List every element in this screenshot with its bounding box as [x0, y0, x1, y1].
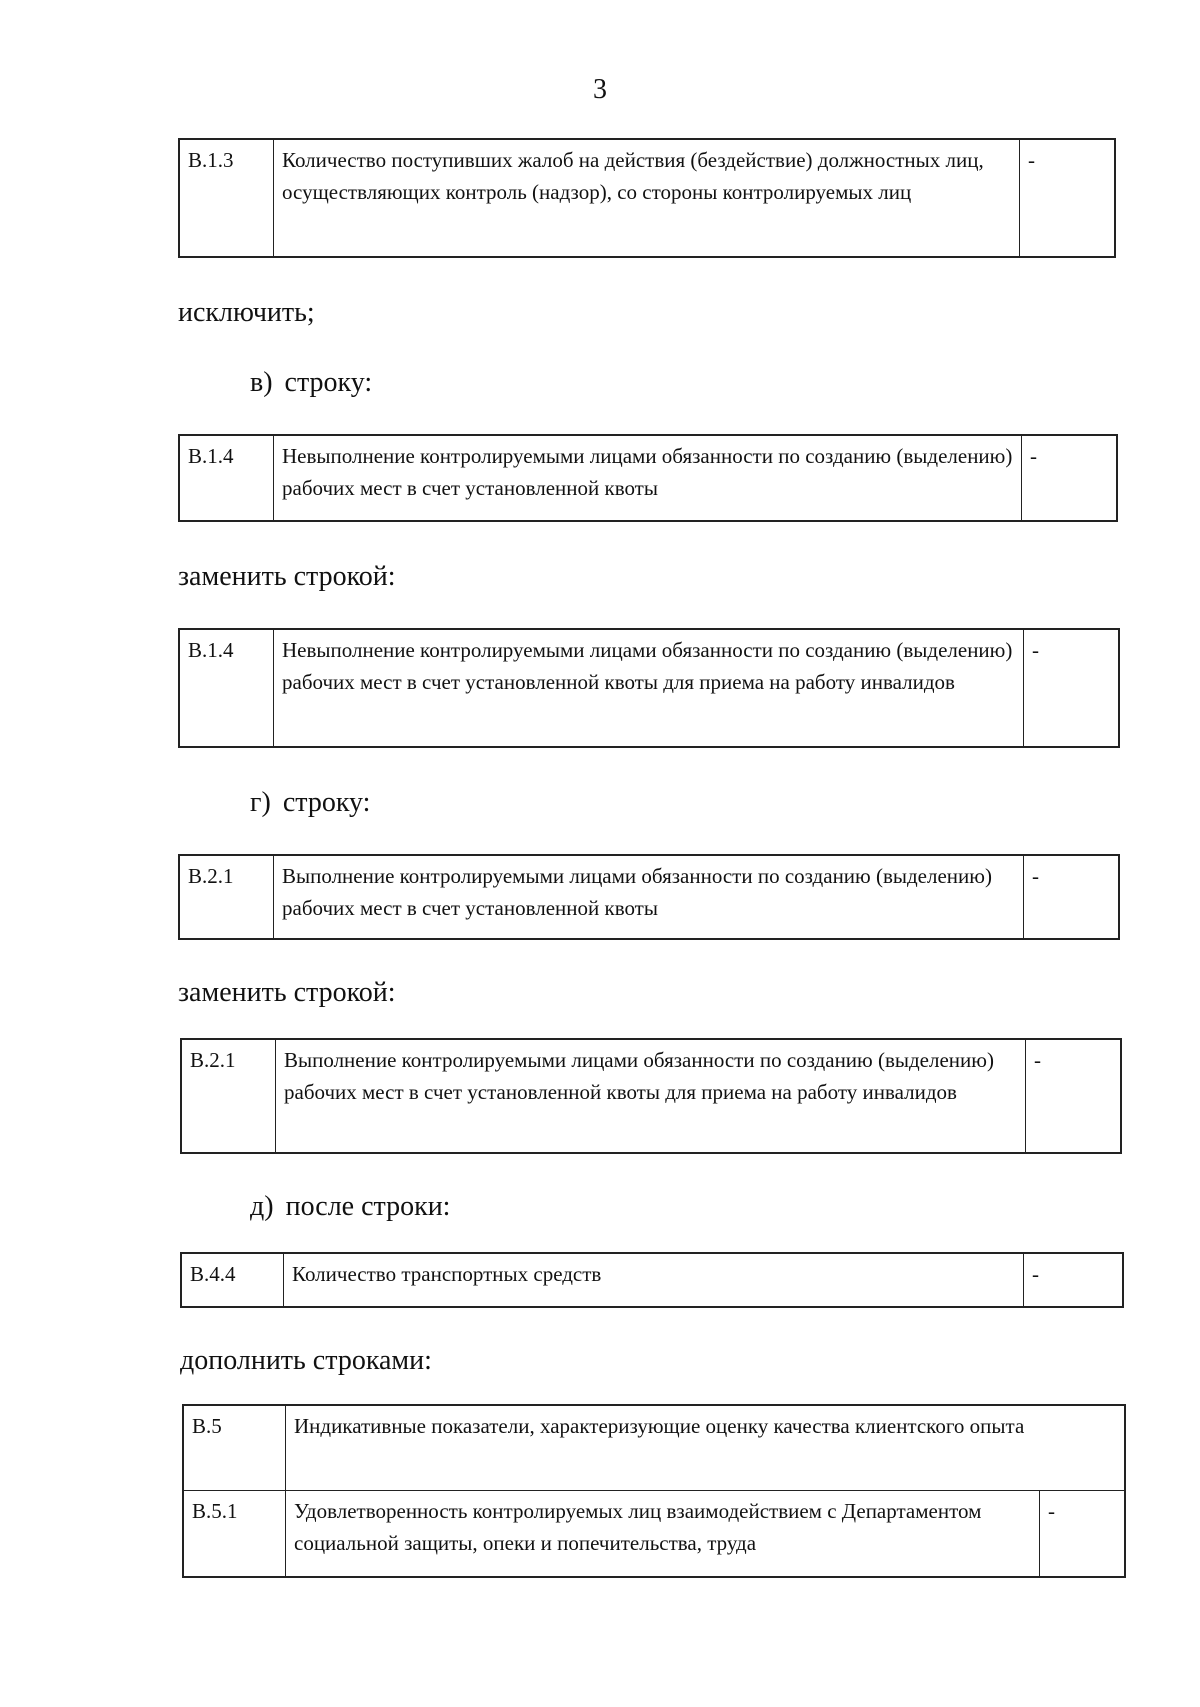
paragraph-text: исключить;	[178, 297, 315, 328]
paragraph-marker: г)	[250, 787, 271, 818]
table-group-b5	[182, 1404, 1126, 1578]
row-code: В.5.1	[184, 1491, 286, 1576]
table-row-b44	[180, 1252, 1124, 1308]
paragraph-text: строку:	[282, 787, 371, 818]
row-text: Количество поступивших жалоб на действия (бездействие) должностных лиц, осуществляющих контроль (надзор), со стороны контролируемых лиц	[274, 140, 1020, 256]
table-row-b14-new	[178, 628, 1120, 748]
paragraph-exclude	[178, 296, 315, 330]
paragraph-marker: в)	[250, 367, 273, 398]
paragraph-text: после строки:	[285, 1191, 451, 1222]
row-code: В.5	[184, 1406, 286, 1490]
table-row-b21-new	[180, 1038, 1122, 1154]
table-row-b14-old	[178, 434, 1118, 522]
row-text: Индикативные показатели, характеризующие оценку качества клиентского опыта	[294, 1414, 1025, 1438]
table-row-b21-old	[178, 854, 1120, 940]
row-value: -	[1048, 1499, 1055, 1523]
row-text: Количество транспортных средств	[284, 1254, 1024, 1306]
row-value: -	[1032, 864, 1039, 888]
page-number: 3	[593, 74, 607, 105]
row-value: -	[1028, 148, 1035, 172]
table-row-b5	[184, 1406, 1124, 1490]
paragraph-text: дополнить строками:	[180, 1345, 432, 1376]
row-text: Выполнение контролируемыми лицами обязанности по созданию (выделению) рабочих мест в счет установленной квоты	[274, 856, 1024, 938]
row-value: -	[1032, 1262, 1039, 1286]
table-row-b13	[178, 138, 1116, 258]
row-text: Невыполнение контролируемыми лицами обязанности по созданию (выделению) рабочих мест в счет установленной квоты	[274, 436, 1022, 520]
paragraph-text: заменить строкой:	[178, 561, 396, 592]
row-code: В.1.4	[180, 436, 274, 520]
paragraph-text: заменить строкой:	[178, 977, 396, 1008]
row-code: В.4.4	[182, 1254, 284, 1306]
paragraph-item-g	[250, 786, 370, 820]
paragraph-item-d	[250, 1190, 450, 1224]
row-code: В.1.3	[180, 140, 274, 256]
row-code: В.1.4	[180, 630, 274, 746]
row-text: Удовлетворенность контролируемых лиц взаимодействием с Департаментом социальной защиты, опеки и попечительства, труда	[286, 1491, 1040, 1576]
table-row-b51	[184, 1490, 1124, 1576]
row-value: -	[1034, 1048, 1041, 1072]
row-value: -	[1030, 444, 1037, 468]
paragraph-append	[180, 1344, 432, 1378]
paragraph-text: строку:	[284, 367, 373, 398]
row-text: Выполнение контролируемыми лицами обязанности по созданию (выделению) рабочих мест в счет установленной квоты для приема на работу инвалидов	[276, 1040, 1026, 1152]
row-value: -	[1032, 638, 1039, 662]
row-text: Невыполнение контролируемыми лицами обязанности по созданию (выделению) рабочих мест в счет установленной квоты для приема на работу инвалидов	[274, 630, 1024, 746]
paragraph-item-v	[250, 366, 372, 400]
paragraph-marker: д)	[250, 1191, 274, 1222]
row-code: В.2.1	[180, 856, 274, 938]
paragraph-replace-2	[178, 976, 396, 1010]
paragraph-replace-1	[178, 560, 396, 594]
row-code: В.2.1	[182, 1040, 276, 1152]
